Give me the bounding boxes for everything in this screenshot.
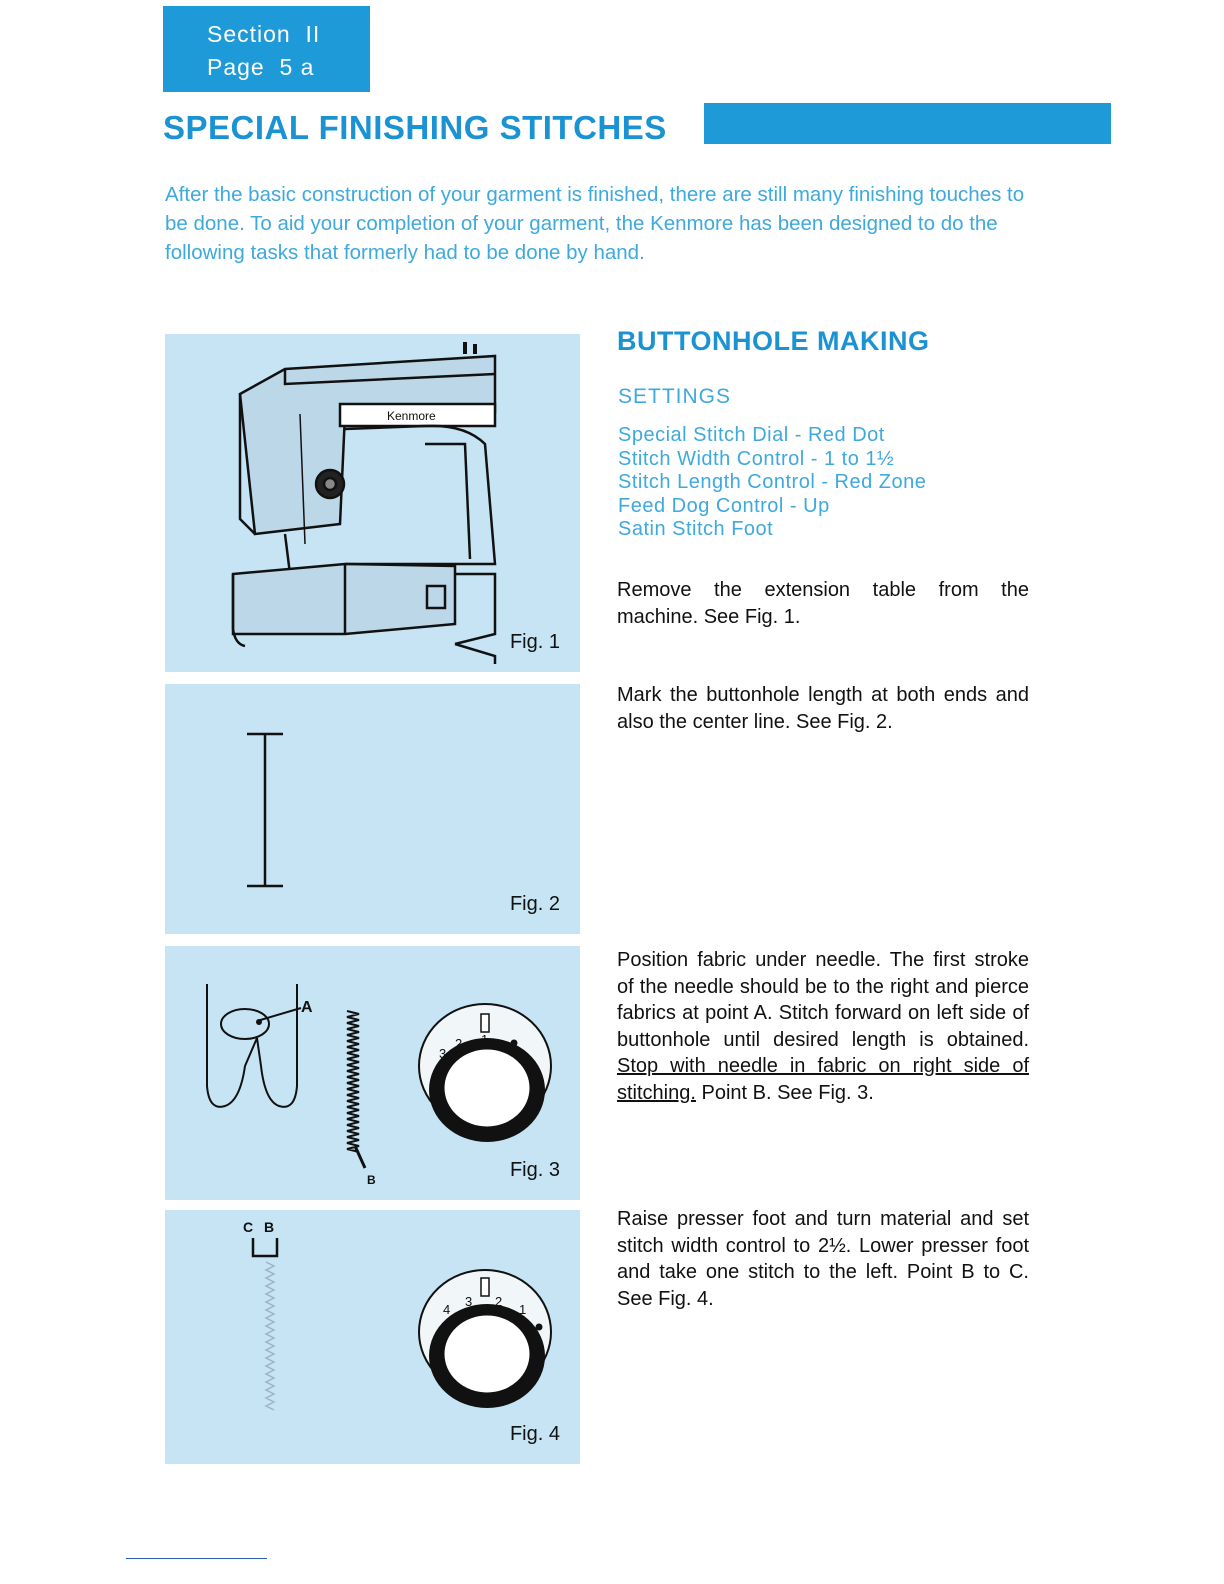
figure-1-label: Fig. 1 <box>509 631 560 653</box>
step-3-part-a: Position fabric under needle. The first stroke of the needle should be to the right and pierce fabrics at point A. Stitch forward on left side of buttonhole until desired length is obtained. <box>617 949 1029 1051</box>
footer-rule <box>126 1558 267 1559</box>
setting-item: Feed Dog Control - Up <box>618 494 830 517</box>
point-a-label: A <box>301 999 313 1016</box>
settings-list <box>618 424 926 542</box>
figure-4-panel <box>165 1210 580 1464</box>
setting-item: Stitch Length Control - Red Zone <box>618 471 927 493</box>
dial-mark-4: 4 <box>443 1302 451 1317</box>
setting-item: Satin Stitch Foot <box>618 518 774 540</box>
figure-4-label: Fig. 4 <box>509 1423 560 1445</box>
page-label: Page 5 a <box>207 54 315 80</box>
dial-mark-2: 2 <box>455 1036 463 1051</box>
setting-item: Stitch Width Control - 1 to 1½ <box>618 447 895 470</box>
dial-mark-1: 1 <box>519 1302 527 1317</box>
step-2-text: Mark the buttonhole length at both ends and also the center line. See Fig. 2. <box>617 684 1029 733</box>
settings-heading: SETTINGS <box>618 385 732 408</box>
dial-mark-2: 2 <box>495 1294 503 1309</box>
point-b-label: B <box>264 1219 275 1235</box>
sewing-machine-illustration <box>165 334 580 672</box>
step-3-part-b: Point B. See Fig. 3. <box>695 1081 874 1104</box>
section-label: Section II <box>207 21 321 47</box>
step-4-text: Raise presser foot and turn material and set stitch width control to 2½. Lower presser foot and take one stitch to the left. Point B to C. See Fig. 4. <box>617 1208 1029 1310</box>
figure-3-label: Fig. 3 <box>509 1159 560 1181</box>
stitch-dial <box>419 1004 551 1142</box>
dial-mark-1: 1 <box>481 1032 489 1047</box>
dial-mark-3: 3 <box>465 1294 473 1309</box>
dial-mark-3: 3 <box>439 1046 447 1061</box>
figure-1-panel <box>165 334 580 672</box>
step-3-underlined: Stop with needle in fabric on right side of stitching. <box>617 1055 1029 1104</box>
intro-paragraph: After the basic construction of your garment is finished, there are still many finishing touches to be done. To aid your completion of your garment, the Kenmore has been designed to do the following tasks that formerly had to be done by hand. <box>165 183 1025 264</box>
step-3-text <box>617 947 1029 1106</box>
step-1-text: Remove the extension table from the machine. See Fig. 1. <box>617 579 1029 628</box>
setting-item: Special Stitch Dial - Red Dot <box>618 424 885 446</box>
page-title: SPECIAL FINISHING STITCHES <box>163 109 667 146</box>
point-b-label: B <box>367 1173 376 1187</box>
figure-2-panel <box>165 684 580 934</box>
stitch-dial <box>419 1270 551 1408</box>
point-c-label: C <box>243 1219 254 1235</box>
brand-label: Kenmore <box>387 409 436 423</box>
section-badge <box>163 6 370 92</box>
figure-3-panel <box>165 946 580 1200</box>
figure-2-label: Fig. 2 <box>509 893 560 915</box>
buttonhole-heading: BUTTONHOLE MAKING <box>617 326 930 356</box>
title-accent-bar <box>704 103 1111 144</box>
